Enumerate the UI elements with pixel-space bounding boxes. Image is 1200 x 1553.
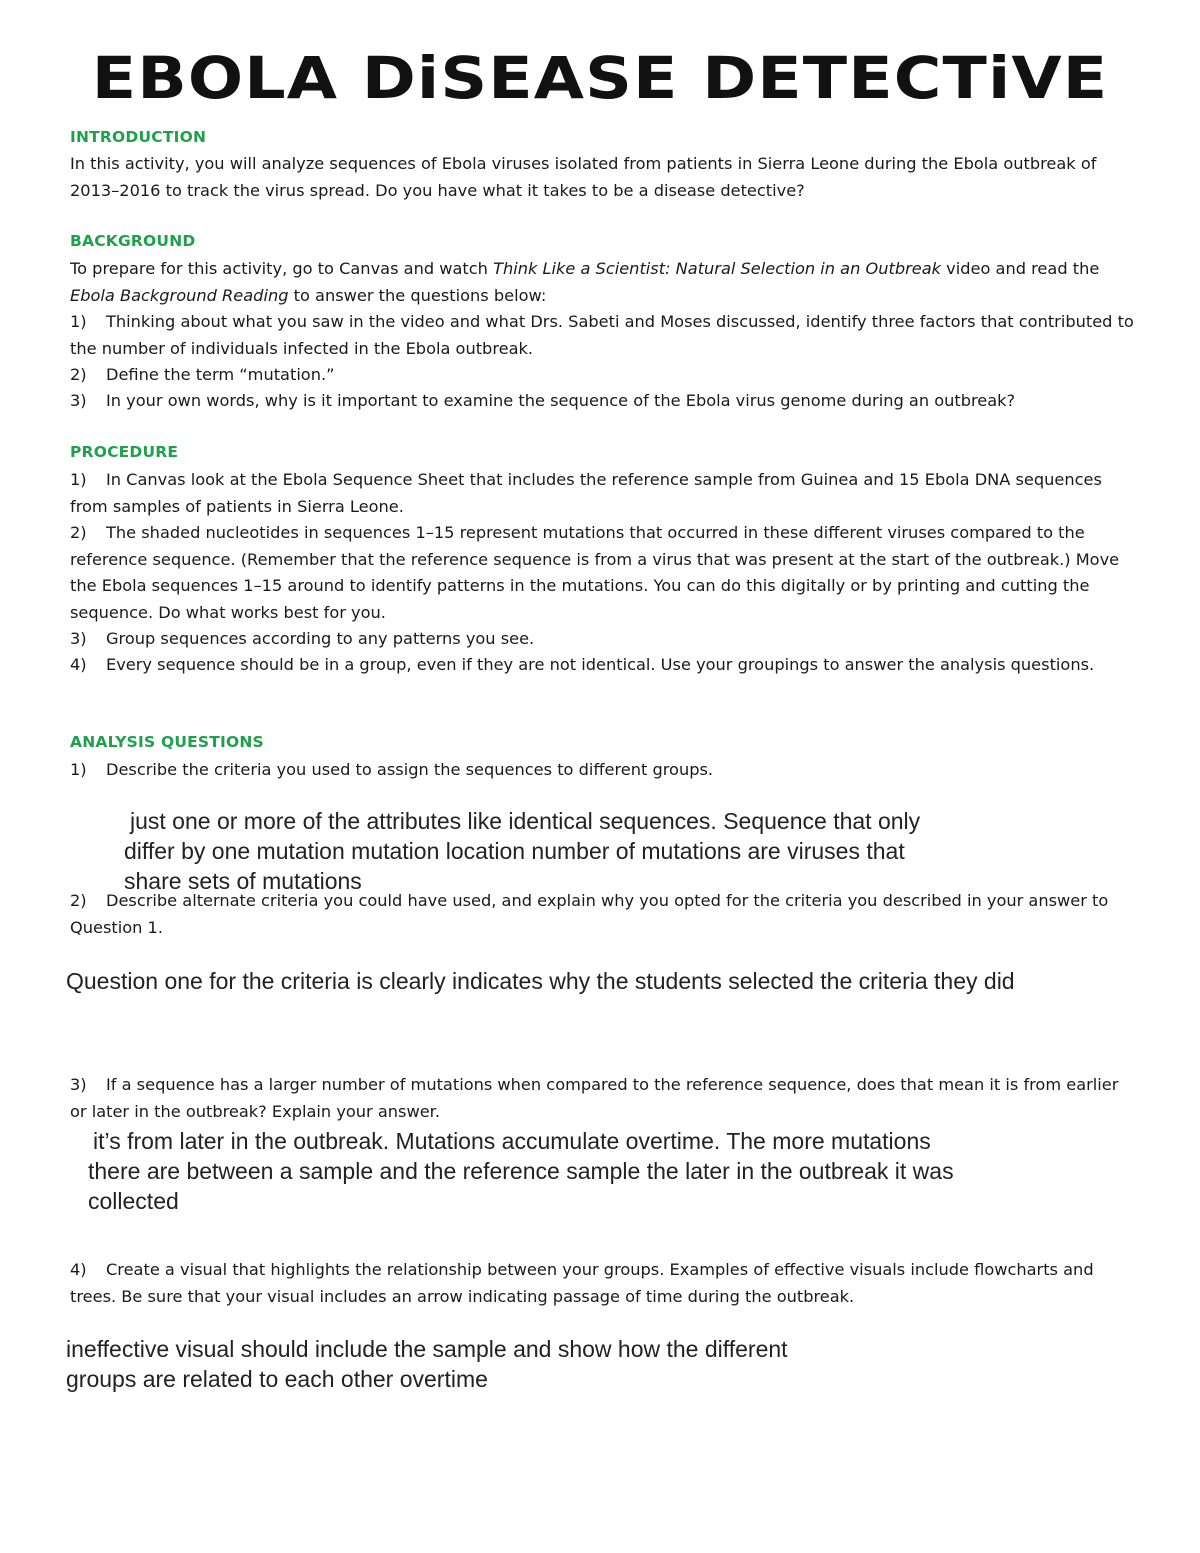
procedure-step-2: 2) The shaded nucleotides in sequences 1–15 represent mutations that occurred in these different viruses compared to the reference sequence. (Remember that the reference sequence is from a virus that was present at the start of the outbreak.) Move the Ebola sequences 1–15 around to identify patterns in the mutations. You can do this digitally or by printing and cutting the sequence. Do what works best for you. xyxy=(70,523,1120,622)
analysis-question-4: 4) Create a visual that highlights the relationship between your groups. Examples of effective visuals include flowcharts and trees. Be sure that your visual includes an arrow indicating passage of time during the outbreak. xyxy=(70,1260,1094,1306)
background-heading: BACKGROUND xyxy=(70,232,196,250)
answer-4: ineffective visual should include the sample and show how the different groups are related to each other overtime xyxy=(66,1336,788,1392)
answer-3: it’s from later in the outbreak. Mutations accumulate overtime. The more mutations there are between a sample and the reference sample the later in the outbreak it was collected xyxy=(88,1128,954,1214)
background-question-2: 2) Define the term “mutation.” xyxy=(70,365,335,384)
introduction-heading: INTRODUCTION xyxy=(70,128,207,146)
procedure-heading: PROCEDURE xyxy=(70,443,179,461)
procedure-step-4: 4) Every sequence should be in a group, even if they are not identical. Use your groupings to answer the analysis questions. xyxy=(70,655,1095,674)
analysis-heading: ANALYSIS QUESTIONS xyxy=(70,733,264,751)
video-title: Think Like a Scientist: Natural Selection in an Outbreak xyxy=(493,259,942,278)
answer-1: just one or more of the attributes like identical sequences. Sequence that only differ by one mutation mutation location number of mutations are viruses that share sets of mutations xyxy=(124,808,921,894)
background-question-3: 3) In your own words, why is it important to examine the sequence of the Ebola virus genome during an outbreak? xyxy=(70,391,1016,410)
analysis-question-1: 1) Describe the criteria you used to assign the sequences to different groups. xyxy=(70,760,714,779)
introduction-text: In this activity, you will analyze sequences of Ebola viruses isolated from patients in Sierra Leone during the Ebola outbreak of 2013–2016 to track the virus spread. Do you have what it takes to be a disease detective? xyxy=(70,154,1097,200)
background-intro: To prepare for this activity, go to Canvas and watch Think Like a Scientist: Natural Selection in an Outbreak video and read the Ebola Background Reading to answer the questions below: xyxy=(70,259,1100,305)
analysis-question-2: 2) Describe alternate criteria you could have used, and explain why you opted for the criteria you described in your answer to Question 1. xyxy=(70,891,1109,937)
reading-title: Ebola Background Reading xyxy=(70,285,289,305)
answer-2: Question one for the criteria is clearly indicates why the students selected the criteria they did xyxy=(66,968,1015,994)
page-title: EBOLA DiSEASE DETECTiVE xyxy=(91,44,1109,112)
analysis-question-3: 3) If a sequence has a larger number of mutations when compared to the reference sequence, does that mean it is from earlier or later in the outbreak? Explain your answer. xyxy=(70,1075,1119,1121)
background-question-1: 1) Thinking about what you saw in the video and what Drs. Sabeti and Moses discussed, identify three factors that contributed to the number of individuals infected in the Ebola outbreak. xyxy=(70,312,1134,358)
procedure-step-1: 1) In Canvas look at the Ebola Sequence Sheet that includes the reference sample from Guinea and 15 Ebola DNA sequences from samples of patients in Sierra Leone. xyxy=(70,470,1102,516)
procedure-step-3: 3) Group sequences according to any patterns you see. xyxy=(70,629,535,648)
